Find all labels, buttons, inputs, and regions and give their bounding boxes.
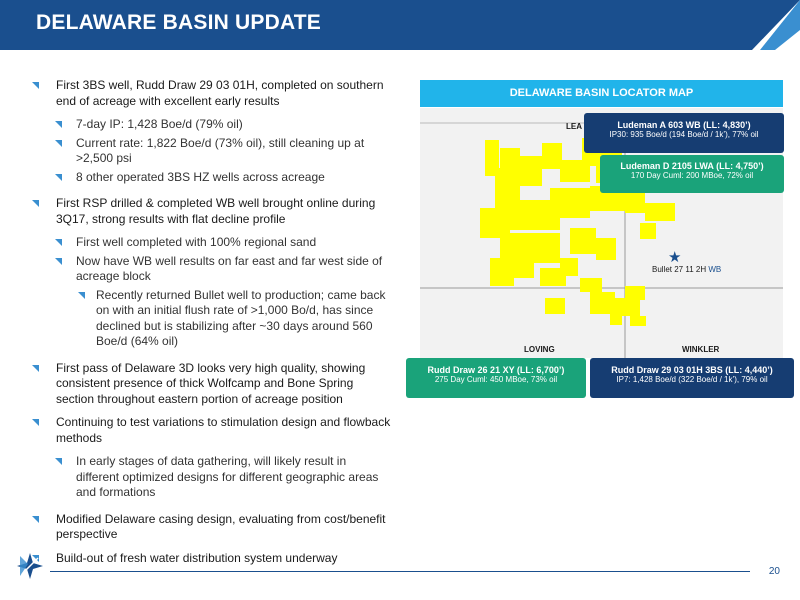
- sub-sub-bullet-item: [32, 288, 392, 350]
- bullet-well-formation: WB: [708, 265, 722, 274]
- callout-title: Rudd Draw 26 21 XY (LL: 6,700’): [427, 365, 565, 375]
- bullet-text: In early stages of data gathering, will likely result in different optimized designs for different geographic areas and formations: [76, 454, 379, 499]
- callout-title: Ludeman A 603 WB (LL: 4,830’): [617, 120, 751, 130]
- bullet-well-label: [652, 265, 721, 274]
- bullet-item: [32, 551, 392, 567]
- company-logo: [16, 552, 44, 580]
- bullet-text: Modified Delaware casing design, evaluating from cost/benefit perspective: [56, 511, 386, 541]
- bullet-item: [32, 361, 392, 408]
- sub-bullet-item: [32, 136, 392, 167]
- bullet-text: First 3BS well, Rudd Draw 29 03 01H, completed on southern end of acreage with excellent early results: [56, 78, 384, 108]
- bullet-list: [32, 78, 392, 574]
- bullet-text: Current rate: 1,822 Boe/d (73% oil), still cleaning up at >2,500 psi: [76, 135, 365, 165]
- sub-bullet-item: [32, 454, 392, 501]
- bullet-marker-icon: [55, 121, 62, 128]
- bullet-marker-icon: [32, 516, 39, 523]
- callout-detail: IP7: 1,428 Boe/d (322 Boe/d / 1k’), 79% oil: [616, 375, 768, 384]
- header-corner-graphic: [730, 0, 800, 50]
- star-icon: ★: [668, 249, 682, 266]
- bullet-marker-icon: [32, 82, 39, 89]
- page-number: 20: [768, 566, 780, 577]
- bullet-marker-icon: [55, 458, 62, 465]
- callout-title: Ludeman D 2105 LWA (LL: 4,750’): [620, 161, 764, 171]
- bullet-text: First well completed with 100% regional sand: [76, 235, 317, 249]
- county-label-loving: LOVING: [524, 345, 555, 354]
- county-label-winkler: WINKLER: [682, 345, 720, 354]
- map-title: DELAWARE BASIN LOCATOR MAP: [420, 80, 783, 107]
- bullet-text: Recently returned Bullet well to production; came back on with an initial flush rate of >1,000 Bo/d, has since declined but is stabilizing after ~30 days around 560 Boe/d (64% oil): [96, 287, 386, 348]
- bullet-item: [32, 196, 392, 227]
- county-label-lea: LEA: [566, 122, 582, 131]
- callout-title: Rudd Draw 29 03 01H 3BS (LL: 4,440’): [611, 365, 773, 375]
- sub-bullet-item: [32, 235, 392, 251]
- callout-detail: 170 Day Cuml: 200 MBoe, 72% oil: [630, 171, 754, 180]
- bullet-text: 7-day IP: 1,428 Boe/d (79% oil): [76, 117, 243, 131]
- callout-detail: IP30: 935 Boe/d (194 Boe/d / 1k’), 77% oil: [609, 130, 759, 139]
- bullet-item: [32, 415, 392, 446]
- bullet-item: [32, 512, 392, 543]
- bullet-text: Continuing to test variations to stimulation design and flowback methods: [56, 415, 391, 445]
- bullet-text: First RSP drilled & completed WB well brought online during 3Q17, strong results with flat decline profile: [56, 196, 376, 226]
- sub-bullet-item: [32, 117, 392, 133]
- callout-rudd-draw-26: [406, 358, 586, 398]
- callout-ludeman-d: [600, 155, 784, 193]
- callout-ludeman-a: [584, 113, 784, 153]
- sub-bullet-item: [32, 170, 392, 186]
- bullet-marker-icon: [55, 140, 62, 147]
- bullet-marker-icon: [55, 239, 62, 246]
- page-title: DELAWARE BASIN UPDATE: [36, 11, 321, 34]
- bullet-marker-icon: [55, 174, 62, 181]
- header-bar: [0, 0, 800, 50]
- bullet-well-name: Bullet 27 11 2H: [652, 265, 707, 274]
- bullet-text: 8 other operated 3BS HZ wells across acreage: [76, 169, 325, 184]
- bullet-text: Now have WB well results on far east and far west side of acreage block: [76, 253, 383, 283]
- callout-detail: 275 Day Cuml: 450 MBoe, 73% oil: [434, 375, 558, 384]
- bullet-marker-icon: [32, 200, 39, 207]
- bullet-marker-icon: [55, 258, 62, 265]
- bullet-item: [32, 78, 392, 109]
- bullet-text: First pass of Delaware 3D looks very high quality, showing consistent presence of thick Wolfcamp and Bone Spring section throughout eastern portion of acreage position: [56, 360, 366, 406]
- bullet-marker-icon: [78, 292, 85, 299]
- bullet-marker-icon: [32, 419, 39, 426]
- bullet-text: Build-out of fresh water distribution system underway: [56, 550, 338, 565]
- sub-bullet-item: [32, 254, 392, 285]
- bullet-marker-icon: [32, 365, 39, 372]
- callout-rudd-draw-29: [590, 358, 794, 398]
- footer-divider: [50, 571, 750, 572]
